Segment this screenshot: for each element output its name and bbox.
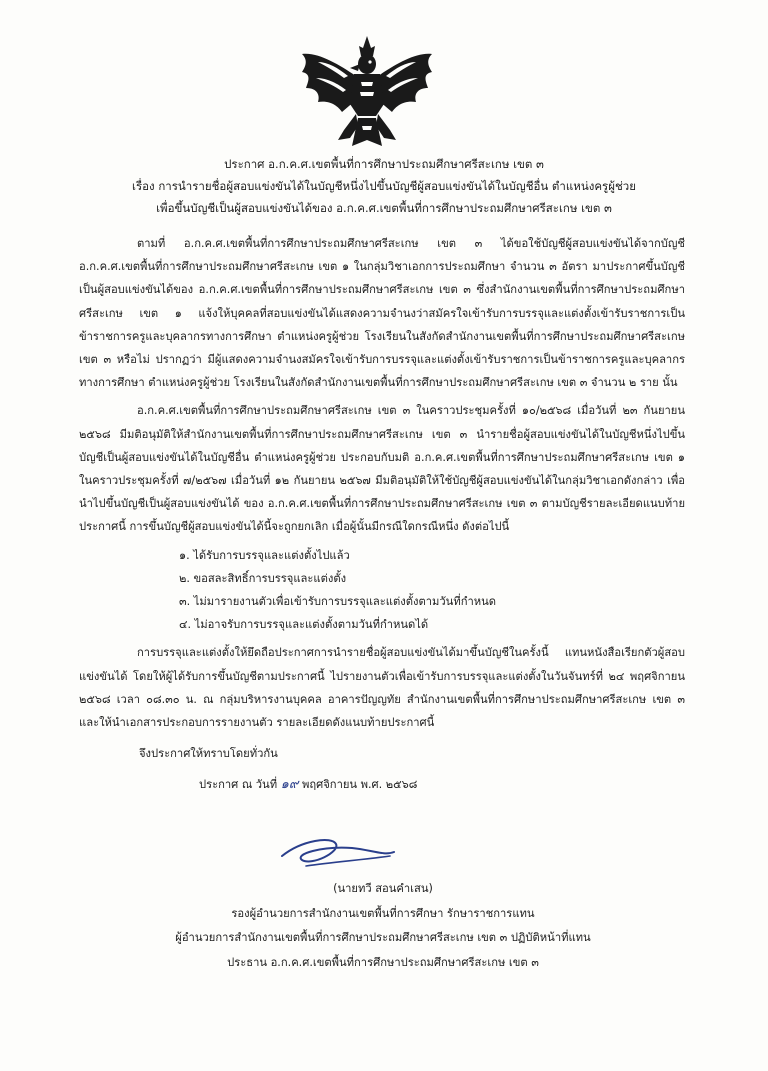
list-item: ๑. ได้รับการบรรจุและแต่งตั้งไปแล้ว [179,548,350,562]
signer-title-2: ผู้อำนวยการสำนักงานเขตพื้นที่การศึกษาประถมศึกษาศรีสะเกษ เขต ๓ ปฏิบัติหน้าที่แทน [175,931,591,944]
heading-subject-cont: เพื่อขึ้นบัญชีเป็นผู้สอบแข่งขันได้ของ อ.ก.ค.ศ.เขตพื้นที่การศึกษาประถมศึกษาศรีสะเกษ เขต ๓ [156,201,612,215]
list-item: ๔. ไม่อาจรับการบรรจุและแต่งตั้งตามวันที่กำหนดได้ [179,618,429,632]
date-day-handwritten: ๑๙ [280,777,299,793]
heading-subject: เรื่อง การนำรายชื่อผู้สอบแข่งขันได้ในบัญชีหนึ่งไปขึ้นบัญชีผู้สอบแข่งขันได้ในบัญชีอื่น ตำแหน่งครูผู้ช่วย [132,179,636,193]
list-item: ๒. ขอสละสิทธิ์การบรรจุและแต่งตั้ง [179,571,347,585]
document-body [79,232,685,796]
signer-name: (นายทวี สอนคำเสน) [333,882,433,895]
paragraph-background: ตามที่ อ.ก.ค.ศ.เขตพื้นที่การศึกษาประถมศึกษาศรีสะเกษ เขต ๓ ได้ขอใช้บัญชีผู้สอบแข่งขันได้จากบัญชี อ.ก.ค.ศ.เขตพื้นที่การศึกษาประถมศึกษาศรีสะเกษ เขต ๑ ในกลุ่มวิชาเอกการประถมศึกษา จำนวน ๓ อัตรา มาประกาศขึ้นบัญชีเป็นผู้สอบแข่งขันได้ของ อ.ก.ค.ศ.เขตพื้นที่การศึกษาประถมศึกษาศรีสะเกษ เขต ๓ ซึ่งสำนักงานเขตพื้นที่การศึกษาประถมศึกษาศรีสะเกษ เขต ๑ แจ้งให้บุคคลที่สอบแข่งขันได้แสดงความจำนงว่าสมัครใจเข้ารับการบรรจุและแต่งตั้งเข้ารับราชการเป็นข้าราชการครูและบุคลากรทางการศึกษา ตำแหน่งครูผู้ช่วย โรงเรียนในสังกัดสำนักงานเขตพื้นที่การศึกษาประถมศึกษาศรีสะเกษ เขต ๓ หรือไม่ ปรากฏว่า มีผู้แสดงความจำนงสมัครใจเข้ารับการบรรจุและแต่งตั้งเข้ารับราชการเป็นข้าราชการครูและบุคลากรทางการศึกษา ตำแหน่งครูผู้ช่วย โรงเรียนในสังกัดสำนักงานเขตพื้นที่การศึกษาประถมศึกษาศรีสะเกษ เขต ๓ จำนวน ๒ ราย นั้น [79,237,685,390]
heading-issuer: ประกาศ อ.ก.ค.ศ.เขตพื้นที่การศึกษาประถมศึกษาศรีสะเกษ เขต ๓ [224,157,544,171]
date-prefix: ประกาศ ณ วันที่ [199,778,278,792]
paragraph-reporting: การบรรจุและแต่งตั้งให้ยึดถือประกาศการนำรายชื่อผู้สอบแข่งขันได้มาขึ้นบัญชีในครั้งนี้ แทนหนังสือเรียกตัวผู้สอบแข่งขันได้ โดยให้ผู้ได้รับการขึ้นบัญชีตามประกาศนี้ ไปรายงานตัวเพื่อเข้ารับการบรรจุและแต่งตั้งในวันจันทร์ที่ ๒๔ พฤศจิกายน ๒๕๖๘ เวลา ๐๘.๓๐ น. ณ กลุ่มบริหารงานบุคคล อาคารปัญญทัย สำนักงานเขตพื้นที่การศึกษาประถมศึกษาศรีสะเกษ เขต ๓ และให้นำเอกสารประกอบการรายงานตัว รายละเอียดดังแนบท้ายประกาศนี้ [79,646,685,730]
signer-title-1: รองผู้อำนวยการสำนักงานเขตพื้นที่การศึกษา รักษาราชการแทน [231,906,535,920]
cancel-conditions-list [79,544,685,637]
announcement-line: จึงประกาศให้ทราบโดยทั่วกัน [139,747,278,761]
signer-block [100,877,666,975]
list-item: ๓. ไม่มารายงานตัวเพื่อเข้ารับการบรรจุและแต่งตั้งตามวันที่กำหนด [179,595,497,609]
announcement-heading [60,153,708,219]
garuda-emblem-icon [298,34,436,150]
signature-image [272,826,402,876]
date-rest: พฤศจิกายน พ.ศ. ๒๕๖๘ [301,778,418,792]
signer-title-3: ประธาน อ.ก.ค.ศ.เขตพื้นที่การศึกษาประถมศึกษาศรีสะเกษ เขต ๓ [227,955,539,969]
paragraph-resolution: อ.ก.ค.ศ.เขตพื้นที่การศึกษาประถมศึกษาศรีสะเกษ เขต ๓ ในคราวประชุมครั้งที่ ๑๐/๒๕๖๘ เมื่อวันที่ ๒๓ กันยายน ๒๕๖๘ มีมติอนุมัติให้สำนักงานเขตพื้นที่การศึกษาประถมศึกษาศรีสะเกษ เขต ๓ นำรายชื่อผู้สอบแข่งขันได้ในบัญชีหนึ่งไปขึ้นบัญชีเป็นผู้สอบแข่งขันได้ในบัญชีอื่น ตำแหน่งครูผู้ช่วย ประกอบกับมติ อ.ก.ค.ศ.เขตพื้นที่การศึกษาประถมศึกษาศรีสะเกษ เขต ๑ ในคราวประชุมครั้งที่ ๗/๒๕๖๗ เมื่อวันที่ ๑๒ กันยายน ๒๕๖๗ มีมติอนุมัติให้ใช้บัญชีผู้สอบแข่งขันได้ในกลุ่มวิชาเอกดังกล่าว เพื่อนำไปขึ้นบัญชีเป็นผู้สอบแข่งขันได้ ของ อ.ก.ค.ศ.เขตพื้นที่การศึกษาประถมศึกษาศรีสะเกษ เขต ๓ ตามบัญชีรายละเอียดแนบท้ายประกาศนี้ การขึ้นบัญชีผู้สอบแข่งขันได้นี้จะถูกยกเลิก เมื่อผู้นั้นมีกรณีใดกรณีหนึ่ง ดังต่อไปนี้ [79,404,685,534]
announcement-date [79,773,685,796]
